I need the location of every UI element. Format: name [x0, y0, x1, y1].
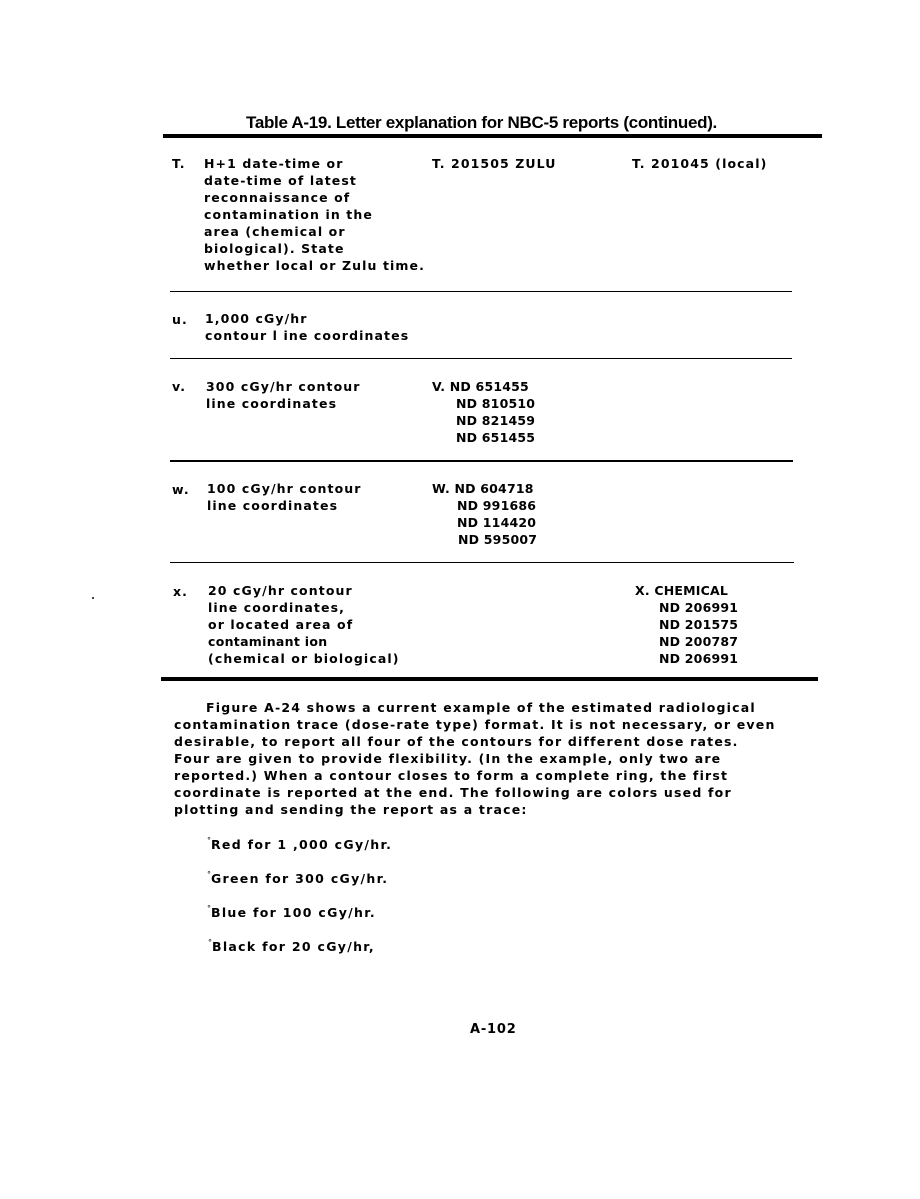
row-t-explanation-line: reconnaissance of — [204, 190, 351, 205]
bullet-text: Black for 20 cGy/hr, — [212, 939, 375, 954]
row-v-explanation-line: 300 cGy/hr contour — [206, 379, 361, 394]
table-bottom-rule — [161, 677, 818, 681]
row-t-explanation-line: contamination in the — [204, 207, 373, 222]
row-x-explanation-line: 20 cGy/hr contour — [208, 583, 353, 598]
row-w-coordinate: ND 595007 — [458, 532, 538, 547]
table-top-rule — [163, 134, 822, 138]
bullet-item — [207, 904, 376, 920]
row-w-explanation-line: line coordinates — [207, 498, 339, 513]
row-v-explanation-line: line coordinates — [206, 396, 338, 411]
paragraph-line: reported.) When a contour closes to form a complete ring, the first — [174, 768, 729, 783]
row-t-example-local: T. 201045 (local) — [632, 156, 768, 171]
row-divider — [170, 291, 792, 292]
page-number: A-102 — [470, 1022, 517, 1037]
row-w-example-first: W. ND 604718 — [432, 481, 534, 496]
degree-bullet-icon: ° — [208, 938, 212, 947]
paragraph-line: desirable, to report all four of the contours for different dose rates. — [174, 734, 739, 749]
row-t-explanation-line: date-time of latest — [204, 173, 358, 188]
paragraph-line: contamination trace (dose-rate type) format. It is not necessary, or even — [174, 717, 776, 732]
row-divider — [170, 562, 794, 563]
row-w-explanation — [207, 480, 362, 514]
row-x-explanation-line: line coordinates, — [208, 600, 345, 615]
row-w-coordinate: ND 114420 — [457, 515, 537, 530]
bullet-item — [208, 938, 375, 954]
row-t-explanation-line: biological). State — [204, 241, 345, 256]
bullet-text: Blue for 100 cGy/hr. — [211, 905, 376, 920]
row-x-example — [635, 582, 738, 667]
bullet-item — [207, 870, 388, 886]
degree-bullet-icon: ° — [207, 836, 211, 845]
paragraph-line: coordinate is reported at the end. The following are colors used for — [174, 785, 732, 800]
row-v-coordinate: ND 821459 — [456, 413, 536, 428]
row-t-explanation-line: H+1 date-time or — [204, 156, 344, 171]
row-v-example-first: V. ND 651455 — [432, 379, 529, 394]
row-x-explanation-line: contaminant ion — [208, 634, 328, 649]
row-x-letter: x. — [173, 584, 189, 599]
paragraph-line: plotting and sending the report as a trace: — [174, 802, 528, 817]
row-w-letter: w. — [172, 482, 190, 497]
row-w-explanation-line: 100 cGy/hr contour — [207, 481, 362, 496]
row-x-example-first: X. CHEMICAL — [635, 583, 729, 598]
row-t-explanation — [204, 155, 425, 274]
paragraph-line: Four are given to provide flexibility. (In the example, only two are — [174, 751, 722, 766]
row-u-explanation — [205, 310, 409, 344]
row-t-example-zulu: T. 201505 ZULU — [432, 156, 557, 171]
table-title: Table A-19. Letter explanation for NBC-5 reports (continued). — [246, 113, 717, 132]
row-x-coordinate: ND 206991 — [659, 651, 739, 666]
row-x-explanation — [208, 582, 400, 667]
row-u-explanation-line: 1,000 cGy/hr — [205, 311, 308, 326]
degree-bullet-icon: ° — [207, 904, 211, 913]
row-u-explanation-line: contour l ine coordinates — [205, 328, 410, 343]
row-divider — [170, 460, 793, 462]
row-x-coordinate: ND 201575 — [659, 617, 739, 632]
row-v-letter: v. — [172, 379, 187, 394]
row-v-coordinate: ND 810510 — [456, 396, 536, 411]
bullet-item — [207, 836, 392, 852]
row-w-coordinate: ND 991686 — [457, 498, 537, 513]
row-t-letter: T. — [172, 156, 186, 171]
row-x-coordinate: ND 200787 — [659, 634, 739, 649]
row-x-coordinate: ND 206991 — [659, 600, 739, 615]
row-divider — [170, 358, 792, 359]
row-x-explanation-line: or located area of — [208, 617, 354, 632]
body-paragraph — [174, 699, 776, 818]
row-u-letter: u. — [172, 312, 188, 327]
scan-speck — [92, 597, 94, 599]
row-t-explanation-line: whether local or Zulu time. — [204, 258, 425, 273]
row-v-example — [432, 378, 535, 446]
paragraph-line: Figure A-24 shows a current example of the estimated radiological — [206, 700, 756, 715]
row-t-explanation-line: area (chemical or — [204, 224, 346, 239]
bullet-text: Red for 1 ,000 cGy/hr. — [211, 837, 393, 852]
row-v-coordinate: ND 651455 — [456, 430, 536, 445]
row-v-explanation — [206, 378, 361, 412]
row-x-explanation-line: (chemical or biological) — [208, 651, 400, 666]
row-w-example — [432, 480, 537, 548]
bullet-text: Green for 300 cGy/hr. — [211, 871, 389, 886]
degree-bullet-icon: ° — [207, 870, 211, 879]
